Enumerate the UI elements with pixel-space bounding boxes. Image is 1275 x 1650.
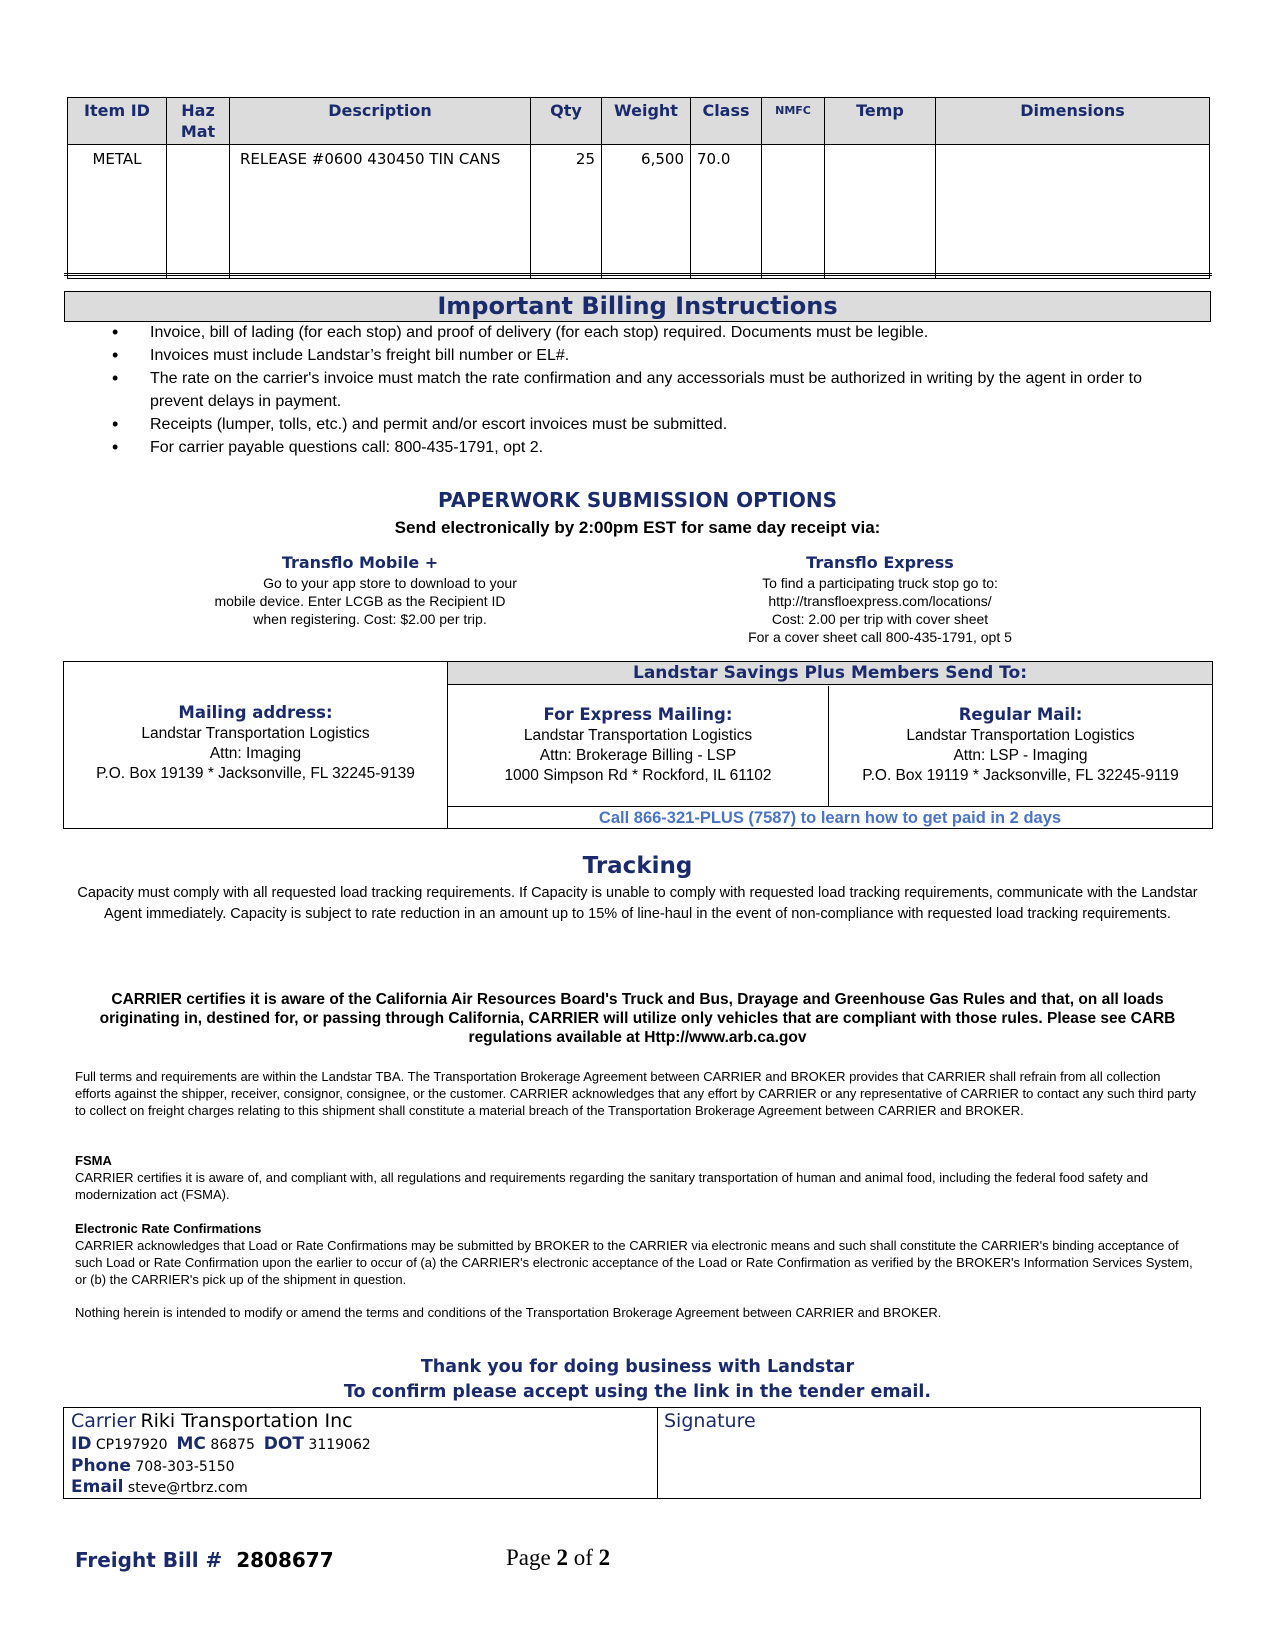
col-description: Description: [230, 98, 531, 145]
transflo-express-line3: Cost: 2.00 per trip with cover sheet: [771, 611, 989, 627]
cell-haz-mat: [167, 145, 230, 279]
cell-nmfc: [762, 145, 825, 279]
mc-value: 86875: [210, 1437, 255, 1453]
savings-title: Landstar Savings Plus Members Send To:: [448, 662, 1212, 685]
page-indicator: [506, 1545, 610, 1571]
phone-label: Phone: [71, 1456, 131, 1476]
savings-call-text: Call 866-321-PLUS (7587) to learn how to get paid in 2 days: [448, 806, 1212, 829]
regular-mail-address: [829, 704, 1212, 786]
freight-bill-label: Freight Bill #: [75, 1548, 223, 1572]
freight-bill-number: [75, 1548, 334, 1572]
erc-title: Electronic Rate Confirmations: [75, 1221, 262, 1236]
col-haz-mat: Haz Mat: [167, 98, 230, 145]
page-total: 2: [598, 1545, 611, 1570]
terms-nothing: Nothing herein is intended to modify or amend the terms and conditions of the Transportation Brokerage Agreement between CARRIER and BROKER.: [75, 1305, 942, 1320]
regular-mail-cell: [829, 686, 1212, 806]
carrier-email-row: [71, 1477, 248, 1497]
double-divider: [64, 273, 1212, 276]
carrier-ids-row: [71, 1434, 371, 1454]
regular-mail-title: Regular Mail:: [958, 705, 1083, 724]
dot-value: 3119062: [308, 1437, 371, 1453]
thanks-block: [0, 1355, 1275, 1405]
cell-class: 70.0: [691, 145, 762, 279]
cell-dimensions: [936, 145, 1210, 279]
list-item: • The rate on the carrier's invoice must match the rate confirmation and any accessorials must be authorized in writing by the agent in order to prevent delays in payment.: [112, 367, 1172, 413]
billing-title: Important Billing Instructions: [64, 291, 1211, 322]
transflo-express-url[interactable]: http://transfloexpress.com/locations/: [768, 593, 992, 609]
mailing-address: [64, 702, 447, 784]
erc-section: [75, 1220, 1200, 1288]
thanks-line2: To confirm please accept using the link in the tender email.: [343, 1382, 932, 1402]
express-mailing-line1: Landstar Transportation Logistics: [523, 727, 753, 744]
paperwork-title: PAPERWORK SUBMISSION OPTIONS: [437, 488, 838, 512]
carrier-name: Riki Transportation Inc: [140, 1410, 353, 1432]
transflo-mobile-title: Transflo Mobile +: [281, 553, 439, 572]
tracking-title: Tracking: [582, 853, 693, 879]
paperwork-subtitle: Send electronically by 2:00pm EST for same day receipt via:: [394, 518, 881, 537]
transflo-express-block: [700, 552, 1060, 646]
email-label: Email: [71, 1477, 124, 1497]
transflo-mobile-line2: mobile device. Enter LCGB as the Recipient ID: [214, 593, 506, 609]
phone-value: 708-303-5150: [135, 1459, 235, 1475]
email-value: steve@rtbrz.com: [127, 1480, 248, 1496]
erc-text: CARRIER acknowledges that Load or Rate Confirmations may be submitted by BROKER to the CARRIER via electronic means and such shall constitute the CARRIER's binding acceptance of such Load or Rate Confirmation upon the earlier to occur of (a) the CARRIER's electronic acceptance of the Load or Rate Confirmation as verified by the BROKER's Information Services System, or (b) the CARRIER's pick up of the shipment in question.: [75, 1238, 1193, 1287]
list-item: • Receipts (lumper, tolls, etc.) and permit and/or escort invoices must be submitted.: [112, 413, 1172, 436]
col-dimensions: Dimensions: [936, 98, 1210, 145]
items-header-row: [68, 98, 1210, 145]
carrier-row: [71, 1410, 353, 1432]
transflo-express-line1: To find a participating truck stop go to:: [762, 575, 998, 591]
express-mailing-line2: Attn: Brokerage Billing - LSP: [539, 747, 737, 764]
fsma-section: [75, 1152, 1200, 1203]
tracking-text: Capacity must comply with all requested load tracking requirements. If Capacity is unable to comply with requested load tracking requirements, communicate with the Landstar Agent immediately. Capacity is subject to rate reduction in an amount up to 15% of line-haul in the event of non-compliance with requested load tracking requirements.: [77, 885, 1198, 922]
terms-full: Full terms and requirements are within the Landstar TBA. The Transportation Brokerage Agreement between CARRIER and BROKER provides that CARRIER shall refrain from all collection efforts against the shipper, receiver, consignor, consignee, or the customer. CARRIER acknowledges that any effort by CARRIER or any representative of CARRIER to contact any such third party to collect on freight charges relating to this shipment shall constitute a material breach of the Transportation Brokerage Agreement between CARRIER and BROKER.: [75, 1069, 1196, 1118]
mailing-title: Mailing address:: [178, 703, 333, 722]
mc-label: MC: [176, 1434, 206, 1454]
col-item-id: Item ID: [68, 98, 167, 145]
id-value: CP197920: [95, 1437, 168, 1453]
col-class: Class: [691, 98, 762, 145]
mailing-line1: Landstar Transportation Logistics: [141, 725, 370, 742]
fsma-title: FSMA: [75, 1153, 112, 1168]
col-weight: Weight: [602, 98, 691, 145]
regular-mail-line2: Attn: LSP - Imaging: [953, 747, 1088, 764]
express-mailing-address: [448, 704, 828, 786]
mailing-line3: P.O. Box 19139 * Jacksonville, FL 32245-9139: [96, 765, 415, 782]
col-temp: Temp: [825, 98, 936, 145]
cell-item-id: METAL: [68, 145, 167, 279]
regular-mail-line3: P.O. Box 19119 * Jacksonville, FL 32245-9119: [862, 767, 1179, 784]
cell-temp: [825, 145, 936, 279]
cell-qty: 25: [531, 145, 602, 279]
list-item: • Invoice, bill of lading (for each stop) and proof of delivery (for each stop) required. Documents must be legible.: [112, 321, 1172, 344]
page-current: 2: [556, 1545, 568, 1570]
thanks-line1: Thank you for doing business with Landstar: [420, 1357, 855, 1377]
express-mailing-cell: [448, 686, 829, 806]
page-prefix: Page: [506, 1545, 551, 1570]
mailing-address-cell: [64, 662, 448, 828]
items-table: [67, 97, 1210, 279]
col-qty: Qty: [531, 98, 602, 145]
transflo-mobile-block: [175, 552, 545, 628]
signature-label: Signature: [664, 1410, 756, 1432]
carb-notice: CARRIER certifies it is aware of the California Air Resources Board's Truck and Bus, Drayage and Greenhouse Gas Rules and that, on all loads originating in, destined for, or passing through California, CARRIER will utilize only vehicles that are compliant with those rules. Please see CARB regulations available at Http://www.arb.ca.gov: [99, 991, 1176, 1046]
cell-weight: 6,500: [602, 145, 691, 279]
transflo-mobile-line1: Go to your app store to download to your: [263, 575, 517, 591]
carrier-phone-row: [71, 1456, 235, 1476]
table-row: [68, 145, 1210, 279]
list-item: • Invoices must include Landstar’s freight bill number or EL#.: [112, 344, 1172, 367]
express-mailing-title: For Express Mailing:: [543, 705, 733, 724]
transflo-express-title: Transflo Express: [806, 553, 954, 572]
transflo-mobile-line3: when registering. Cost: $2.00 per trip.: [253, 611, 487, 627]
page-of: of: [573, 1545, 593, 1570]
carrier-signature-box: [63, 1407, 1201, 1499]
dot-label: DOT: [263, 1434, 304, 1454]
express-mailing-line3: 1000 Simpson Rd * Rockford, IL 61102: [504, 767, 772, 784]
transflo-express-line4: For a cover sheet call 800-435-1791, opt 5: [748, 629, 1012, 645]
regular-mail-line1: Landstar Transportation Logistics: [906, 727, 1135, 744]
fsma-text: CARRIER certifies it is aware of, and compliant with, all regulations and requirements regarding the sanitary transportation of human and animal food, including the federal food safety and modernization act (FSMA).: [75, 1170, 1149, 1202]
freight-bill-value: 2808677: [236, 1548, 334, 1572]
billing-list: [112, 321, 1172, 459]
carrier-info: [64, 1408, 658, 1498]
cell-description: RELEASE #0600 430450 TIN CANS: [230, 145, 531, 279]
list-item: • For carrier payable questions call: 800-435-1791, opt 2.: [112, 436, 1172, 459]
carrier-label: Carrier: [71, 1410, 136, 1432]
address-box: [63, 661, 1213, 829]
col-nmfc: NMFC: [762, 98, 825, 145]
mailing-line2: Attn: Imaging: [209, 745, 302, 762]
id-label: ID: [71, 1434, 92, 1454]
